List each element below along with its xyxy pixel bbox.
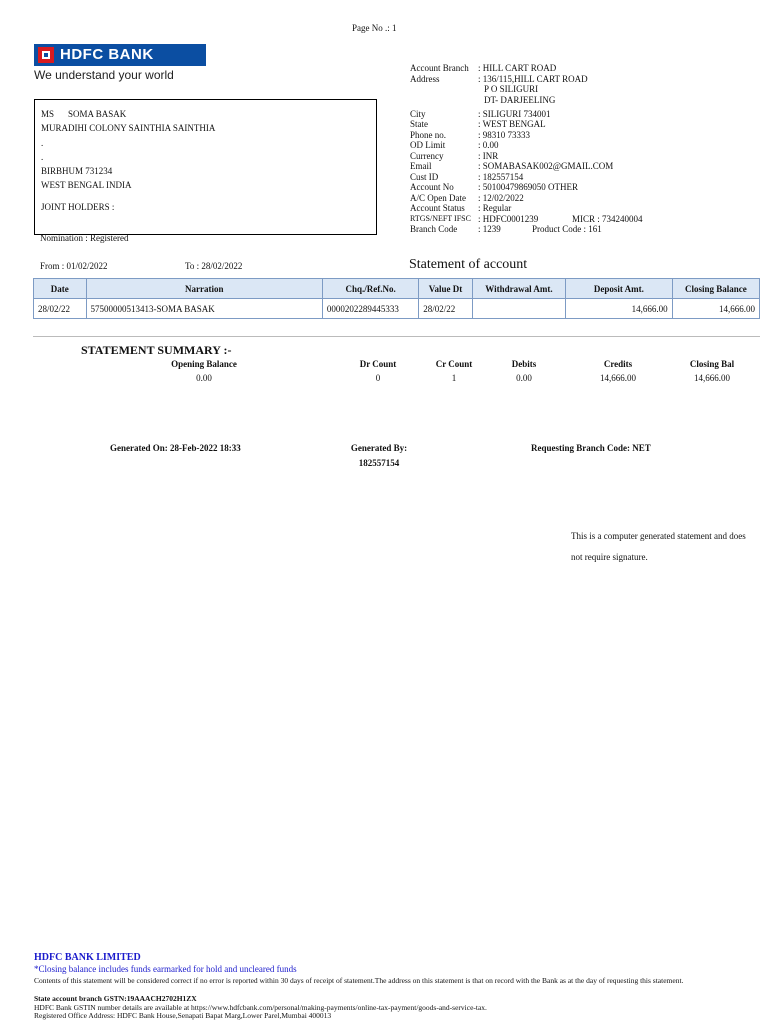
customer-address-box: [34, 99, 377, 235]
summary-header-dr-count: Dr Count: [359, 359, 397, 369]
info-value: : HDFC0001239: [478, 213, 539, 224]
info-value: : 136/115,HILL CART ROAD: [478, 73, 588, 84]
info-label: Currency: [410, 150, 444, 161]
micr-code: MICR : 734240004: [572, 213, 643, 224]
info-value: : INR: [478, 150, 499, 161]
footer-gstin: State account branch GSTN:19AAACH2702H1ZX: [34, 994, 197, 1003]
nomination: Nomination : Registered: [40, 233, 129, 243]
customer-address-line5: WEST BENGAL INDIA: [41, 180, 132, 190]
summary-title: STATEMENT SUMMARY :-: [81, 343, 232, 357]
info-label: Account Branch: [410, 63, 469, 73]
generated-by-value: 182557154: [358, 458, 400, 468]
statement-title: Statement of account: [409, 257, 528, 272]
info-value: DT- DARJEELING: [484, 94, 556, 105]
info-label: Branch Code: [410, 224, 458, 234]
account-info: [410, 63, 760, 235]
table-header-row: [34, 279, 760, 299]
col-date: Date: [34, 279, 87, 299]
col-narration: Narration: [86, 279, 322, 299]
footer-gstin-note: HDFC Bank GSTIN number details are available at https://www.hdfcbank.com/personal/making-payments/online-tax-payment/goods-and-service-tax.: [34, 1003, 487, 1012]
hdfc-bank-logo: [34, 44, 206, 66]
info-value: : SILIGURI 734001: [478, 108, 551, 119]
info-label: Account No: [410, 182, 454, 192]
product-code: Product Code : 161: [532, 224, 602, 234]
cell-withdrawal: [472, 299, 565, 319]
info-value: : 0.00: [478, 140, 499, 150]
cell-date: 28/02/22: [34, 299, 87, 319]
footer-bank-name: HDFC BANK LIMITED: [34, 952, 141, 963]
computer-generated-note: This is a computer generated statement and does: [571, 531, 746, 541]
generated-on: Generated On: 28-Feb-2022 18:33: [110, 443, 241, 453]
no-signature-note: not require signature.: [571, 552, 648, 562]
cell-value-dt: 28/02/22: [419, 299, 472, 319]
info-value: : 12/02/2022: [478, 192, 524, 203]
logo-text: HDFC BANK: [60, 46, 154, 63]
info-label: RTGS/NEFT IFSC: [410, 213, 471, 223]
summary-value-closing: 14,666.00: [694, 373, 730, 383]
summary-header-closing: Closing Bal: [689, 359, 735, 369]
customer-salutation: MS: [41, 109, 55, 119]
summary-value-opening: 0.00: [196, 373, 212, 383]
info-value: : Regular: [478, 203, 512, 213]
period-from: From : 01/02/2022: [40, 261, 108, 271]
info-label: Account Status: [410, 203, 465, 213]
footer-registered-office: Registered Office Address: HDFC Bank House,Senapati Bapat Marg,Lower Parel,Mumbai 400013: [34, 1011, 332, 1020]
summary-header-opening: Opening Balance: [171, 359, 237, 369]
info-label: City: [410, 108, 426, 119]
summary-value-cr-count: 1: [451, 373, 457, 383]
info-label: A/C Open Date: [410, 192, 466, 203]
summary-value-dr-count: 0: [375, 373, 381, 383]
col-closing: Closing Balance: [672, 279, 759, 299]
customer-address-line2: .: [41, 138, 44, 148]
page-number: Page No .: 1: [352, 23, 397, 33]
footer-contents-note: Contents of this statement will be considered correct if no error is reported within 30 days of receipt of statement.The address on this statement is that on record with the Bank as at the day of requesting this statement.: [34, 976, 684, 985]
period-to: To : 28/02/2022: [185, 261, 243, 271]
info-label: Address: [410, 73, 440, 84]
customer-address-line3: .: [41, 152, 44, 162]
hdfc-logo-icon: [38, 47, 54, 63]
summary-value-debits: 0.00: [516, 373, 532, 383]
info-value: : 50100479869050 OTHER: [478, 182, 578, 192]
cell-deposit: 14,666.00: [566, 299, 672, 319]
info-value: : 1239: [478, 224, 501, 234]
summary-header-debits: Debits: [511, 359, 537, 369]
info-value: : 182557154: [478, 171, 524, 182]
cell-closing: 14,666.00: [672, 299, 759, 319]
col-value-dt: Value Dt: [419, 279, 472, 299]
cell-ref: 0000202289445333: [322, 299, 418, 319]
info-label: Email: [410, 161, 432, 171]
col-ref: Chq./Ref.No.: [322, 279, 418, 299]
summary-value-credits: 14,666.00: [600, 373, 636, 383]
info-label: OD Limit: [410, 140, 446, 150]
col-deposit: Deposit Amt.: [566, 279, 672, 299]
logo-tagline: We understand your world: [34, 68, 174, 82]
info-value: : WEST BENGAL: [478, 119, 546, 129]
requesting-branch: Requesting Branch Code: NET: [531, 443, 651, 453]
info-label: Phone no.: [410, 129, 446, 140]
customer-address-line4: BIRBHUM 731234: [41, 166, 113, 176]
summary-header-cr-count: Cr Count: [435, 359, 473, 369]
table-row: [34, 299, 760, 319]
divider: [33, 336, 760, 337]
info-value: : HILL CART ROAD: [478, 63, 557, 73]
customer-address-line1: MURADIHI COLONY SAINTHIA SAINTHIA: [41, 123, 216, 133]
info-value: : SOMABASAK002@GMAIL.COM: [478, 161, 614, 171]
info-value: P O SILIGURI: [484, 84, 539, 94]
joint-holders: JOINT HOLDERS :: [41, 202, 115, 212]
info-label: State: [410, 119, 428, 129]
customer-name: SOMA BASAK: [68, 109, 127, 119]
summary-header-credits: Credits: [603, 359, 633, 369]
info-label: Cust ID: [410, 171, 439, 182]
transactions-table: [33, 278, 760, 319]
col-withdrawal: Withdrawal Amt.: [472, 279, 565, 299]
cell-narration: 57500000513413-SOMA BASAK: [86, 299, 322, 319]
info-value: : 98310 73333: [478, 129, 531, 140]
footer-closing-note: *Closing balance includes funds earmarked for hold and uncleared funds: [34, 964, 297, 974]
generated-by-label: Generated By:: [350, 443, 408, 453]
